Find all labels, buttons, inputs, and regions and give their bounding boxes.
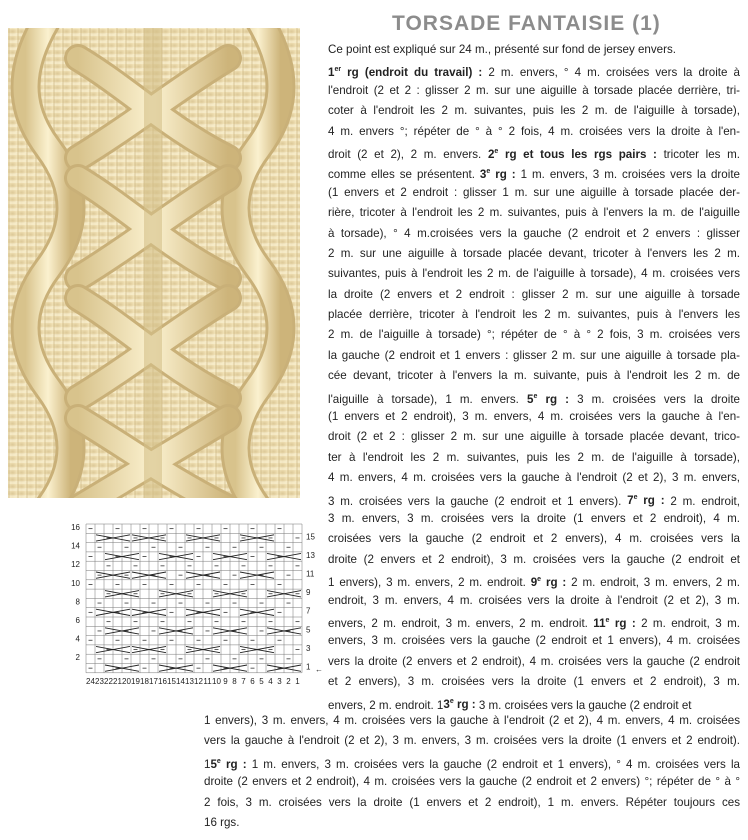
- column-number: 10: [212, 676, 221, 686]
- instruction-line: 2 fois, 3 m. croisées vers la droite (1 envers et 2 endroit), 1 m. envers. Répéter toujours ces: [204, 795, 740, 809]
- instruction-line: Ce point est expliqué sur 24 m., présenté sur fond de jersey envers.: [328, 43, 676, 56]
- instruction-line: 2 m. sur une aiguille à torsade placée devant, tricoter à l'envers les 2 m.: [328, 246, 740, 260]
- row-number-left: 8: [75, 597, 80, 607]
- row-number-right: 5: [306, 625, 311, 635]
- instruction-line: 1 envers), 3 m. envers, 4 m. croisées vers la gauche à l'endroit (2 et 2), 4 m. envers, 4 m. croisées: [204, 714, 740, 727]
- instruction-line: 1 envers), 3 m. envers, 2 m. endroit. 9e rg : 2 m. endroit, 3 m. envers, 2 m.: [328, 576, 740, 590]
- column-number: 13: [185, 676, 194, 686]
- instruction-line: 16 rgs.: [204, 815, 240, 829]
- instruction-line: envers, 3 m. croisées vers la gauche (2 endroit et 1 envers), 4 m. croisées: [328, 634, 740, 648]
- knitting-chart-grid: [66, 520, 326, 692]
- column-number: 20: [122, 676, 131, 686]
- column-number: 9: [223, 676, 228, 686]
- column-number: 24: [86, 676, 95, 686]
- instruction-line: la droite (2 envers et 2 endroit : glisser 2 m. sur une aiguille à torsade: [328, 287, 740, 301]
- instructions-continued: [204, 711, 740, 833]
- column-number: 1: [295, 676, 300, 686]
- instructions-column: [328, 40, 740, 713]
- column-number: 3: [277, 676, 282, 686]
- instruction-line: 3 m. croisées vers la gauche (2 endroit et 1 envers). 7e rg : 2 m. endroit,: [328, 494, 740, 508]
- row-number-left: 12: [71, 560, 80, 570]
- instruction-line: cée devant, tricoter à l'envers la m. suivante, puis à l'endroit les 2 m. de: [328, 369, 740, 383]
- column-number: 11: [203, 676, 212, 686]
- row-number-right: 3: [306, 643, 311, 653]
- row-number-left: 16: [71, 523, 80, 532]
- instruction-line: droit (2 et 2), 2 m. envers. 2e rg et tous les rgs pairs : tricoter les m.: [328, 147, 741, 161]
- column-number: 6: [250, 676, 255, 686]
- row-number-right: 1: [306, 662, 311, 672]
- row-number-right: 15: [306, 532, 315, 542]
- instruction-line: ter à l'endroit les 2 m. suivantes, puis les 2 m. de l'aiguille à torsade),: [328, 450, 740, 464]
- instruction-line: à torsade), ° 4 m.croisées vers la gauche (2 endroit et 2 envers : glisser: [328, 226, 740, 240]
- row-number-right: 13: [306, 550, 315, 560]
- instruction-line: coter à l'endroit les 2 m. suivantes, puis les 2 m. de l'aiguille à torsade),: [328, 104, 740, 118]
- column-number: 22: [104, 676, 113, 686]
- instruction-line: endroit, 3 m. envers, 4 m. croisées vers la droite à l'endroit (2 et 2), 3 m.: [328, 593, 740, 607]
- row-number-right: 9: [306, 588, 311, 598]
- instruction-line: 4 m. envers, 4 m. croisées vers la gauche à l'endroit (2 et 2), 3 m. envers,: [328, 471, 740, 485]
- instruction-line: placée derrière, tricoter à l'endroit les 2 m. suivantes, puis à l'envers les: [328, 308, 740, 322]
- column-number: 15: [167, 676, 176, 686]
- column-number: 7: [241, 676, 246, 686]
- instruction-line: suivantes, puis à l'endroit les 2 m. de l'aiguille à torsade), 4 m. croisées vers: [328, 267, 740, 281]
- row-number-right: 11: [306, 569, 315, 579]
- row-number-left: 6: [75, 616, 80, 625]
- cable-stitch-photo: [8, 28, 300, 498]
- instruction-line: vers la droite (2 envers et 2 endroit), 4 m. croisées vers la gauche (2 endroit: [328, 654, 740, 668]
- instruction-line: rière, tricoter à l'endroit les 2 m. suivantes, puis à l'envers la m. de l'aiguille: [328, 206, 740, 220]
- instruction-line: et 2 envers), 3 m. croisées vers la droite (1 envers et 2 endroit), 3 m.: [328, 675, 740, 689]
- instruction-line: vers la gauche à l'endroit (2 et 2), 3 m. envers, 3 m. croisées vers la droite (1 envers et 2 endroit).: [204, 734, 740, 748]
- instruction-line: comme elles se présentent. 3e rg : 1 m. envers, 3 m. croisées vers la droite: [328, 168, 740, 182]
- column-number: 12: [194, 676, 203, 686]
- column-number: 19: [131, 676, 140, 686]
- row-number-left: 2: [75, 653, 80, 663]
- column-number: 2: [286, 676, 291, 686]
- instruction-line: la gauche (2 endroit et 1 envers : glisser 2 m. sur une aiguille à torsade pla-: [328, 348, 740, 362]
- row-number-left: 10: [71, 578, 80, 588]
- knitting-chart: [66, 520, 326, 692]
- column-number: 21: [113, 676, 122, 686]
- instruction-line: l'endroit (2 et 2 : glisser 2 m. sur une aiguille à torsade placée derrière, tri-: [328, 83, 740, 97]
- instruction-line: (1 envers et 2 endroit : glisser 1 m. sur une aiguille à torsade placée der-: [328, 185, 740, 199]
- column-number: 5: [259, 676, 264, 686]
- instruction-line: envers, 2 m. endroit, 3 m. envers, 2 m. endroit. 11e rg : 2 m. endroit, 3 m.: [328, 616, 740, 630]
- instruction-line: 2 m. de l'aiguille à torsade) °; répéter de ° à ° 2 fois, 3 m. croisées vers: [328, 328, 740, 342]
- instruction-line: 3 m. envers, 3 m. croisées vers la droite (1 envers et 2 endroit), 4 m.: [328, 511, 740, 525]
- instruction-line: droit (2 et 2 : glisser 2 m. sur une aiguille à torsade placée devant, trico-: [328, 430, 740, 444]
- row-number-left: 4: [75, 634, 80, 644]
- start-arrow: ←: [315, 664, 323, 674]
- instruction-line: (1 envers et 2 endroit), 3 m. envers, 4 m. croisées vers la gauche à l'en-: [328, 410, 740, 424]
- instruction-line: envers, 2 m. endroit. 13e rg : 3 m. croisées vers la gauche (2 endroit et: [328, 698, 692, 712]
- row-number-left: 14: [71, 541, 80, 551]
- row-number-right: 7: [306, 606, 311, 616]
- instruction-line: l'aiguille à torsade), 1 m. envers. 5e rg : 3 m. croisées vers la droite: [328, 392, 740, 406]
- column-number: 18: [140, 676, 149, 686]
- column-number: 17: [149, 676, 158, 686]
- column-number: 8: [232, 676, 237, 686]
- column-number: 23: [95, 676, 104, 686]
- column-number: 4: [268, 676, 273, 686]
- instruction-line: droite (2 envers et 2 endroit), 3 m. croisées vers la gauche (2 endroit et: [328, 552, 740, 566]
- instruction-line: 1er rg (endroit du travail) : 2 m. envers, ° 4 m. croisées vers la droite à: [328, 66, 740, 80]
- instruction-line: croisées vers la gauche (2 endroit et 2 envers), 4 m. croisées vers la: [328, 532, 740, 546]
- column-number: 14: [176, 676, 185, 686]
- cable-pattern-illustration: [8, 28, 300, 498]
- instruction-line: 15e rg : 1 m. envers, 3 m. croisées vers la gauche (2 endroit et 1 envers), ° 4 m. croisées vers la: [204, 757, 741, 771]
- instruction-line: droite (2 envers et 2 endroit), 4 m. croisées vers la gauche (2 endroit et 2 envers) °; répéter de ° à °: [204, 775, 740, 789]
- column-number: 16: [158, 676, 167, 686]
- instruction-line: 4 m. envers °; répéter de ° à ° 2 fois, 4 m. croisées vers la droite à l'en-: [328, 124, 740, 138]
- pattern-title: TORSADE FANTAISIE (1): [392, 12, 661, 35]
